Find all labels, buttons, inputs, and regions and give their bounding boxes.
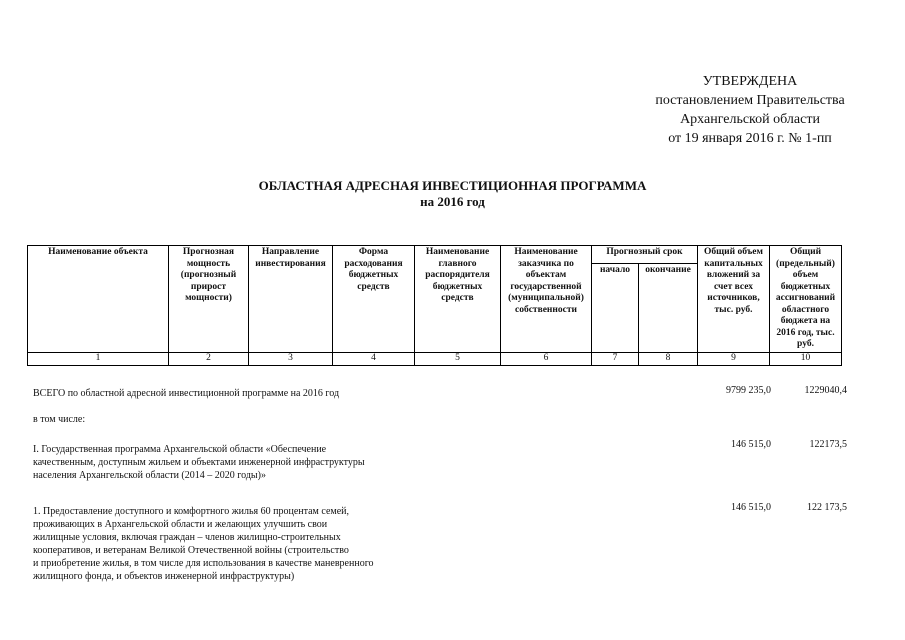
header-forecast-period: Прогнозный срок — [592, 246, 698, 264]
approval-block — [600, 72, 900, 148]
subprogram-line-1: 1. Предоставление доступного и комфортного жилья 60 процентам семей, — [33, 506, 350, 517]
approval-line-3: Архангельской области — [680, 112, 820, 127]
program-value-col9: 146 515,0 — [731, 439, 771, 450]
program-line-2: качественным, доступным жильем и объектами инженерной инфраструктуры — [33, 457, 365, 468]
header-customer: Наименование заказчика по объектам государственной (муниципальной) собственности — [501, 246, 592, 353]
header-total-investment: Общий объем капитальных вложений за счет всех источников, тыс. руб. — [698, 246, 770, 353]
subprogram-line-2: проживающих в Архангельской области и желающих улучшить свои — [33, 519, 328, 530]
header-object-name: Наименование объекта — [28, 246, 169, 353]
subprogram-line-5: и приобретение жилья, в том числе для использования в качестве маневренного — [33, 558, 374, 569]
column-number: 10 — [770, 352, 842, 365]
header-budget-allocation: Общий (предельный) объем бюджетных ассигнований областного бюджета на 2016 год, тыс. руб. — [770, 246, 842, 353]
subprogram-value-col9: 146 515,0 — [731, 502, 771, 513]
header-period-start: начало — [592, 263, 639, 352]
total-value-col10: 1229040,4 — [804, 385, 847, 396]
column-number: 7 — [592, 352, 639, 365]
column-number: 6 — [501, 352, 592, 365]
total-value-col9: 9799 235,0 — [726, 385, 771, 396]
title-line-2: на 2016 год — [420, 194, 485, 209]
program-line-1: I. Государственная программа Архангельской области «Обеспечение — [33, 444, 327, 455]
total-label: ВСЕГО по областной адресной инвестиционной программе на 2016 год — [33, 388, 340, 399]
column-number: 4 — [333, 352, 415, 365]
subprogram-title — [33, 505, 374, 583]
document-title — [0, 178, 905, 210]
header-capacity: Прогнозная мощность (прогнозный прирост мощности) — [169, 246, 249, 353]
column-number: 8 — [639, 352, 698, 365]
title-line-1: ОБЛАСТНАЯ АДРЕСНАЯ ИНВЕСТИЦИОННАЯ ПРОГРАММА — [258, 178, 647, 193]
program-value-col10: 122173,5 — [809, 439, 847, 450]
program-line-3: населения Архангельской области (2014 – 2020 годы)» — [33, 470, 266, 481]
subprogram-line-6: жилищного фонда, и объектов инженерной инфраструктуры) — [33, 571, 295, 582]
column-number: 2 — [169, 352, 249, 365]
program-table-header — [27, 245, 842, 366]
approval-line-1: УТВЕРЖДЕНА — [702, 74, 798, 89]
column-number: 3 — [249, 352, 333, 365]
column-number: 5 — [415, 352, 501, 365]
program-title — [33, 443, 365, 482]
header-direction: Направление инвестирования — [249, 246, 333, 353]
subprogram-line-4: кооперативов, и ветеранам Великой Отечественной войны (строительство — [33, 545, 349, 556]
subprogram-value-col10: 122 173,5 — [807, 502, 847, 513]
approval-line-4: от 19 января 2016 г. № 1-пп — [668, 131, 832, 146]
header-period-end: окончание — [639, 263, 698, 352]
header-main-manager: Наименование главного распорядителя бюджетных средств — [415, 246, 501, 353]
including-label: в том числе: — [33, 414, 86, 425]
approval-line-2: постановлением Правительства — [655, 93, 845, 108]
header-spending-form: Форма расходования бюджетных средств — [333, 246, 415, 353]
subprogram-line-3: жилищные условия, включая граждан – членов жилищно-строительных — [33, 532, 341, 543]
column-number: 1 — [28, 352, 169, 365]
column-number: 9 — [698, 352, 770, 365]
